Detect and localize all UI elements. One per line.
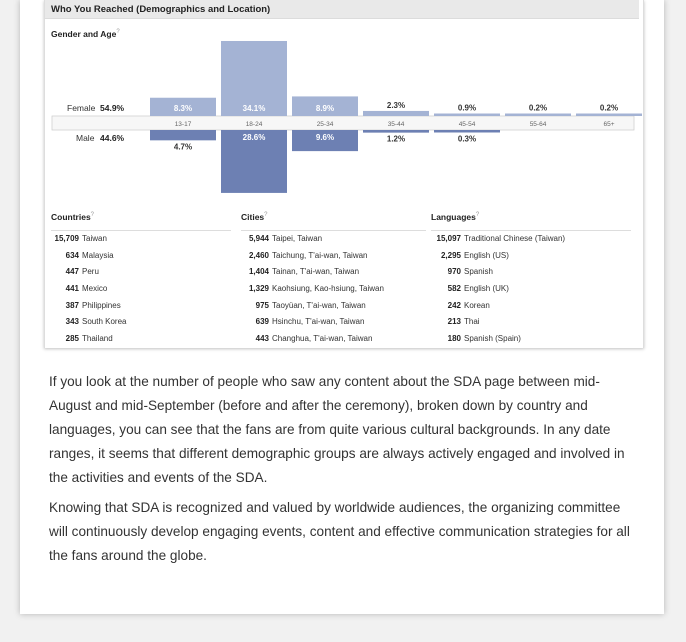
languages-name: Spanish	[464, 267, 493, 277]
countries-title-text: Countries	[51, 212, 91, 222]
age-tick-label: 35-44	[387, 121, 405, 128]
cities-row	[241, 298, 426, 315]
cities-row	[241, 230, 426, 248]
languages-title-text: Languages	[431, 212, 476, 222]
gender-age-chart	[45, 0, 643, 200]
male-bar	[363, 130, 429, 133]
age-tick-label: 25-34	[316, 121, 334, 128]
gender-age-title-text: Gender and Age	[51, 29, 117, 39]
female-bar	[505, 114, 571, 117]
languages-count: 970	[447, 267, 461, 277]
female-series-label: Female	[67, 103, 96, 113]
cities-count: 443	[255, 334, 269, 344]
age-axis-band	[52, 116, 634, 130]
countries-count: 387	[65, 300, 79, 310]
languages-row	[431, 248, 631, 265]
help-icon[interactable]: ?	[475, 212, 480, 219]
languages-count: 15,097	[436, 234, 461, 243]
cities-row	[241, 331, 426, 348]
help-icon[interactable]: ?	[116, 29, 120, 36]
demographics-panel	[44, 0, 644, 348]
countries-name: South Korea	[82, 317, 127, 327]
cities-row	[241, 281, 426, 298]
countries-row	[51, 264, 231, 281]
cities-row	[241, 314, 426, 331]
female-value-label: 8.3%	[173, 104, 193, 113]
article-body	[49, 370, 639, 574]
languages-name: English (US)	[464, 250, 509, 260]
cities-count: 1,329	[248, 284, 269, 294]
male-bar	[150, 130, 216, 140]
male-value-label: 28.6%	[242, 133, 266, 142]
cities-title	[241, 212, 426, 224]
cities-count: 5,944	[248, 234, 269, 243]
languages-count: 2,295	[440, 250, 461, 260]
languages-name: Korean	[464, 300, 490, 310]
cities-count: 2,460	[248, 250, 269, 260]
age-tick-label: 18-24	[245, 121, 263, 128]
languages-row	[431, 314, 631, 331]
cities-title-text: Cities	[241, 212, 265, 222]
countries-count: 634	[65, 250, 79, 260]
languages-count: 242	[447, 300, 461, 310]
cities-name: Changhua, T'ai-wan, Taiwan	[272, 334, 373, 344]
cities-count: 1,404	[248, 267, 269, 277]
male-total-label: 44.6%	[100, 133, 125, 143]
cities-count: 639	[255, 317, 269, 327]
male-value-label: 1.2%	[386, 134, 406, 144]
help-icon[interactable]: ?	[90, 212, 95, 219]
countries-title	[51, 212, 231, 224]
languages-name: English (UK)	[464, 284, 509, 294]
cities-name: Taipei, Taiwan	[272, 234, 323, 243]
countries-count: 15,709	[54, 234, 79, 243]
female-value-label: 2.3%	[386, 100, 406, 110]
countries-name: Philippines	[82, 300, 121, 310]
countries-row	[51, 248, 231, 265]
countries-count: 447	[65, 267, 79, 277]
languages-name: Traditional Chinese (Taiwan)	[464, 234, 566, 243]
languages-name: Thai	[464, 317, 480, 327]
countries-list	[51, 212, 231, 348]
countries-row	[51, 281, 231, 298]
languages-name: Spanish (Spain)	[464, 334, 521, 344]
article-paragraph-2: Knowing that SDA is recognized and valued by worldwide audiences, the organizing committee will continuously develop engaging events, content and effective communication strategies for all the fans around the globe.	[49, 500, 630, 563]
cities-name: Tainan, T'ai-wan, Taiwan	[272, 267, 360, 277]
female-value-label: 8.9%	[315, 104, 335, 113]
languages-count: 582	[447, 284, 461, 294]
age-tick-label: 65+	[603, 121, 615, 128]
languages-row	[431, 331, 631, 348]
help-icon[interactable]: ?	[264, 212, 268, 219]
cities-name: Taichung, T'ai-wan, Taiwan	[272, 250, 368, 260]
male-series-label: Male	[76, 133, 95, 143]
countries-name: Malaysia	[82, 250, 114, 260]
panel-header: Who You Reached (Demographics and Location)	[45, 0, 639, 19]
female-value-label: 0.2%	[599, 103, 619, 113]
countries-name: Peru	[82, 267, 99, 277]
countries-row	[51, 298, 231, 315]
cities-row	[241, 248, 426, 265]
age-tick-label: 55-64	[529, 121, 547, 128]
cities-name: Taoyüan, T'ai-wan, Taiwan	[272, 300, 366, 310]
countries-count: 343	[65, 317, 79, 327]
male-value-label: 0.3%	[457, 134, 477, 144]
languages-row	[431, 281, 631, 298]
female-total-label: 54.9%	[100, 103, 125, 113]
languages-list	[431, 212, 631, 348]
cities-name: Hsinchu, T'ai-wan, Taiwan	[272, 317, 365, 327]
female-value-label: 0.2%	[528, 103, 548, 113]
countries-count: 441	[65, 284, 79, 294]
male-value-label: 4.7%	[173, 142, 193, 152]
female-value-label: 0.9%	[457, 103, 477, 113]
male-value-label: 9.6%	[315, 133, 335, 142]
male-bar	[434, 130, 500, 133]
countries-name: Thailand	[82, 334, 113, 344]
age-tick-label: 13-17	[174, 121, 192, 128]
cities-list	[241, 212, 426, 348]
languages-count: 213	[447, 317, 461, 327]
female-bar	[434, 114, 500, 117]
cities-row	[241, 264, 426, 281]
countries-row	[51, 331, 231, 348]
countries-name: Mexico	[82, 284, 108, 294]
languages-row	[431, 298, 631, 315]
female-bar	[576, 114, 642, 117]
age-tick-label: 45-54	[458, 121, 476, 128]
countries-name: Taiwan	[82, 234, 107, 243]
languages-title	[431, 212, 631, 224]
languages-row	[431, 264, 631, 281]
cities-name: Kaohsiung, Kao-hsiung, Taiwan	[272, 284, 384, 294]
countries-row	[51, 230, 231, 248]
languages-row	[431, 230, 631, 248]
female-bar	[363, 111, 429, 116]
cities-count: 975	[255, 300, 269, 310]
countries-count: 285	[65, 334, 79, 344]
female-value-label: 34.1%	[242, 104, 266, 113]
languages-count: 180	[447, 334, 461, 344]
countries-row	[51, 314, 231, 331]
article-paragraph-1: If you look at the number of people who saw any content about the SDA page between mid-August and mid-September (before and after the ceremony), broken down by country and languages, you can see that the fans are from quite various cultural backgrounds. In any date ranges, it seems that different demographic groups are always actively engaged and involved in the activities and events of the SDA.	[49, 374, 625, 485]
